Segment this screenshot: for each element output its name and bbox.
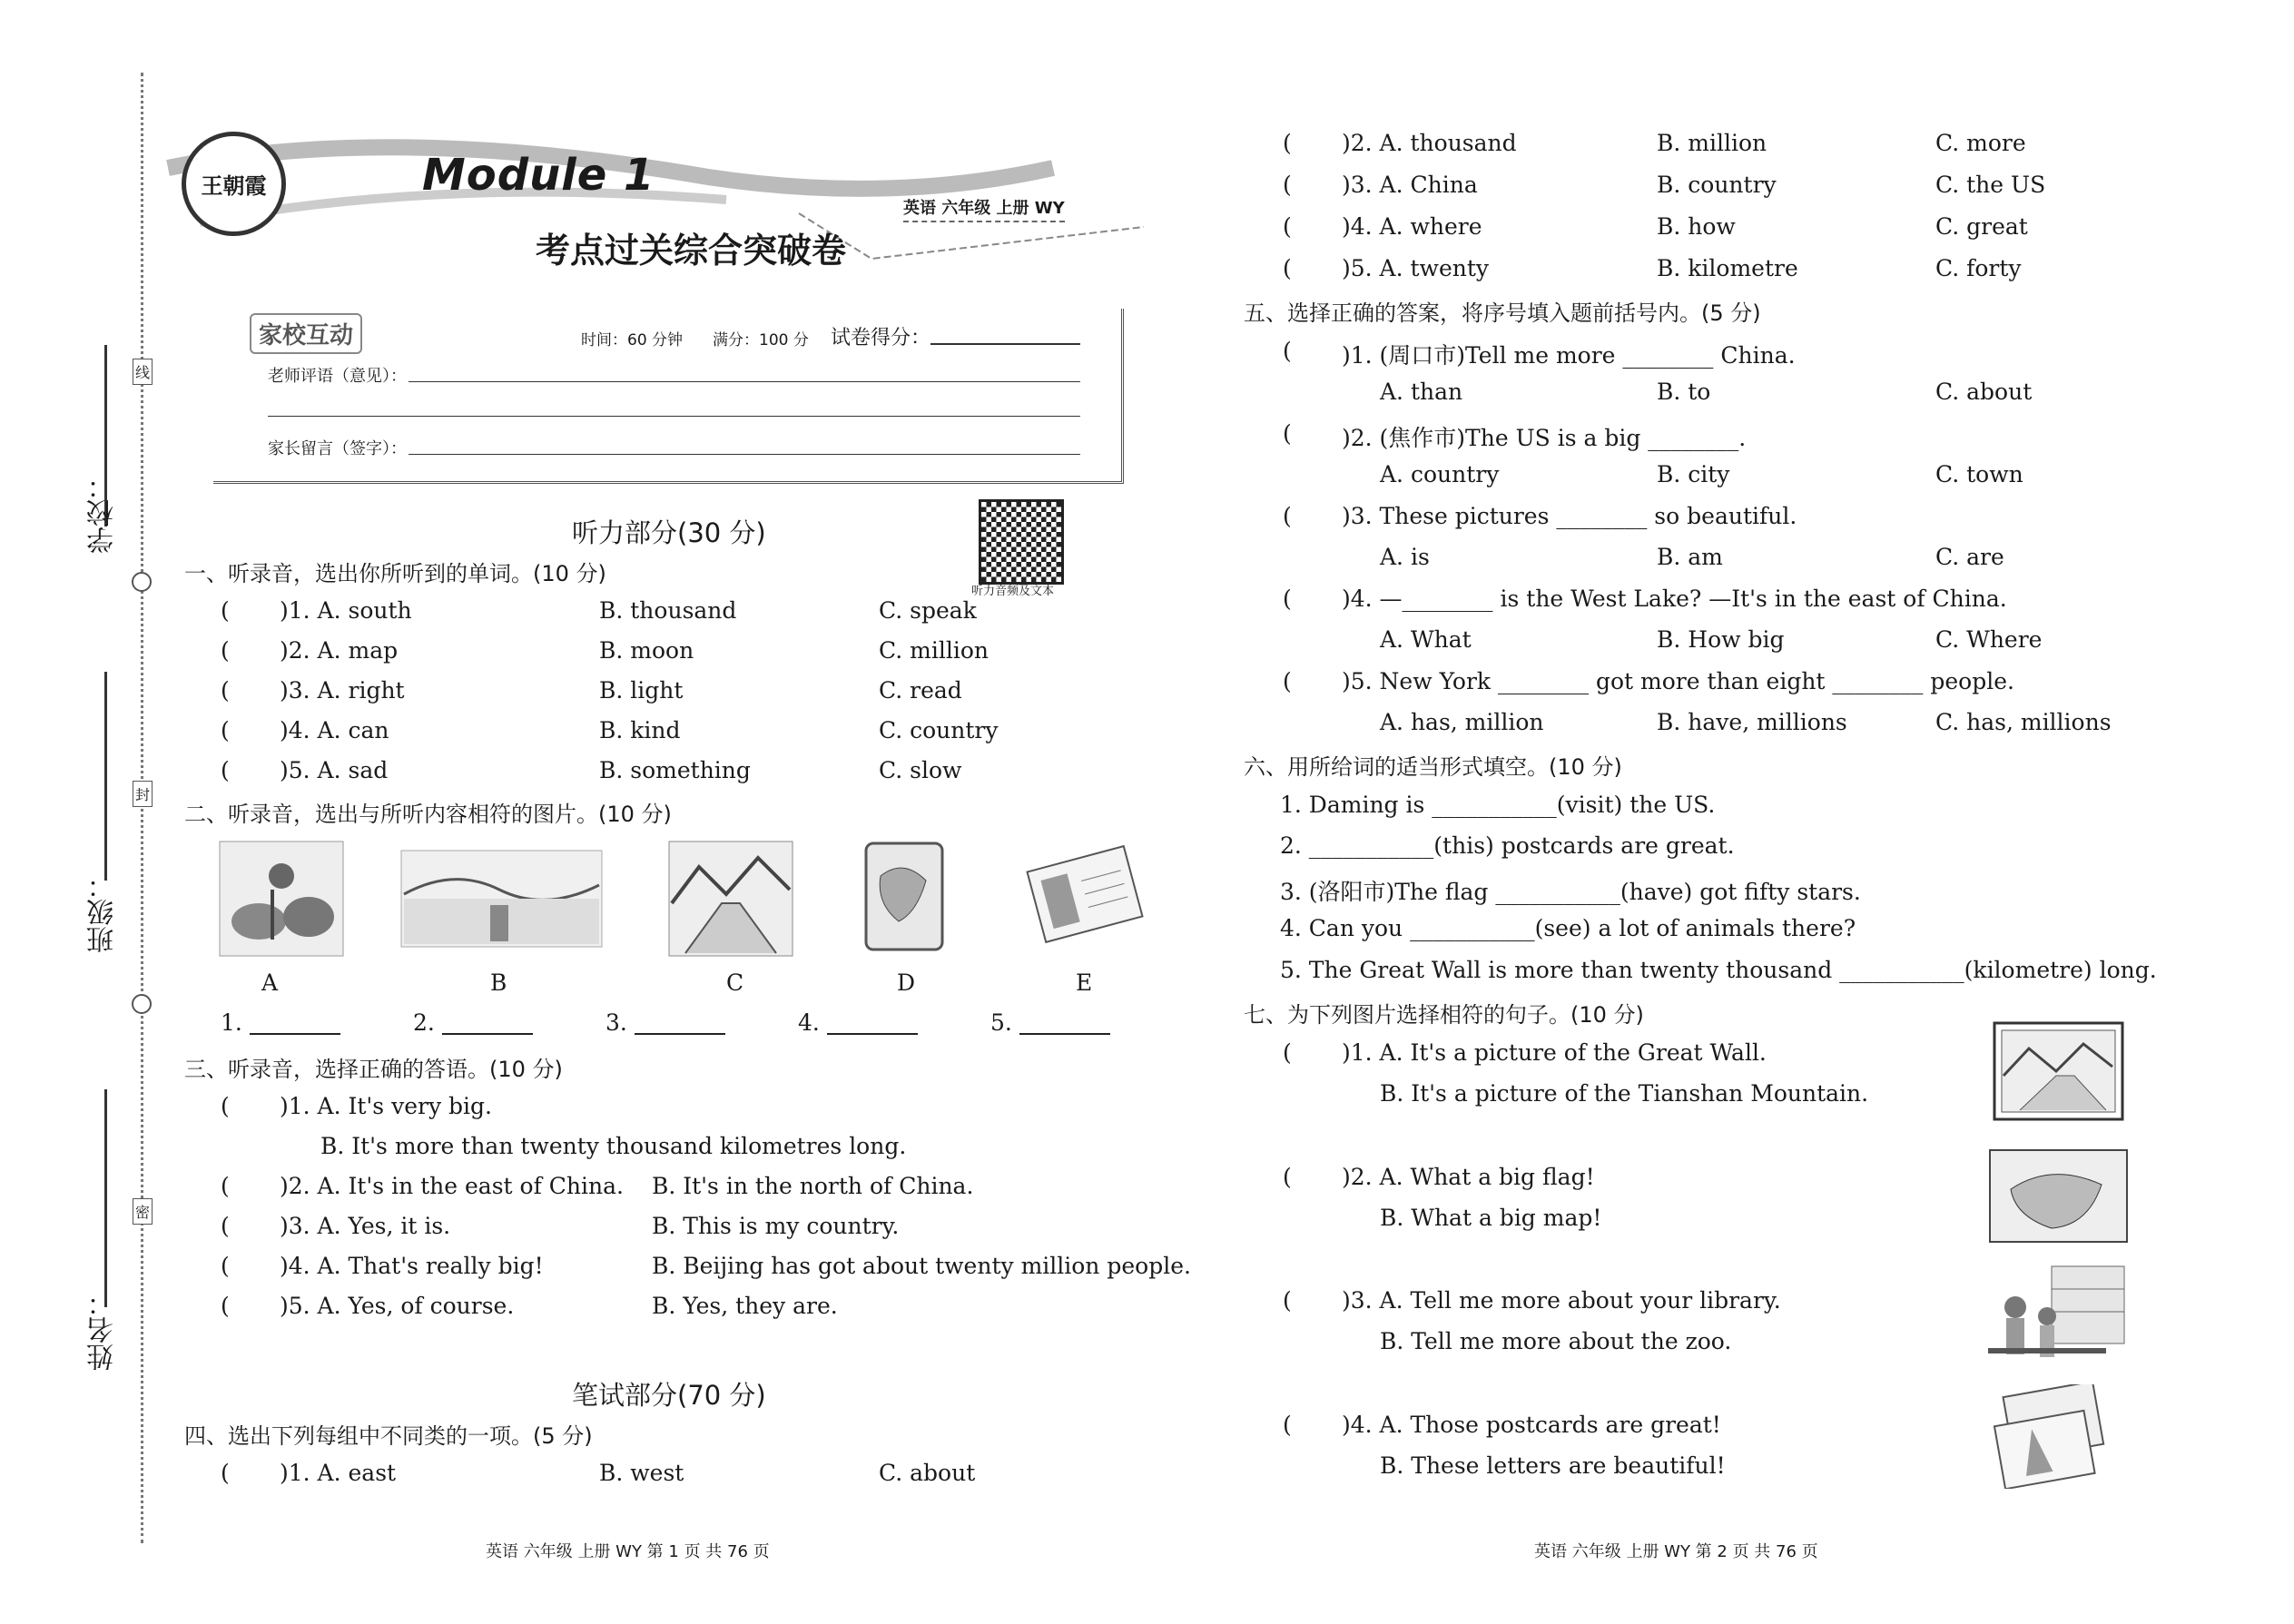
sec3-paren: (	[221, 1213, 230, 1239]
sec1-q3: )3. A. right	[280, 677, 405, 704]
sec5-q2-b[interactable]: B. city	[1657, 461, 1730, 487]
publisher-logo-icon	[182, 132, 286, 236]
answer-4-blank[interactable]	[827, 1033, 918, 1035]
sec5-q4: )4. —________ is the West Lake? —It's in the east of China.	[1342, 586, 2007, 612]
score-label: 试卷得分：	[831, 327, 931, 349]
binding-bar-3	[104, 1089, 107, 1307]
answer-4-label: 4.	[798, 1009, 820, 1036]
exam-title: 考点过关综合突破卷	[536, 230, 847, 271]
sec1-q1: )1. A. south	[280, 597, 412, 624]
sec1-q4: )4. A. can	[280, 717, 389, 743]
sec4-q2-c[interactable]: C. more	[1935, 130, 2026, 156]
qr-code-icon[interactable]	[979, 499, 1064, 585]
time-info: 时间：60 分钟	[581, 331, 684, 349]
sec5-q3: )3. These pictures ________ so beautiful.	[1342, 503, 1797, 529]
sec4-q1: )1. A. east	[280, 1460, 397, 1486]
sec3-q3-a[interactable]: )3. A. Yes, it is.	[280, 1213, 451, 1239]
sec4-q4: )4. A. where	[1342, 213, 1482, 240]
sec5-q2-c[interactable]: C. town	[1935, 461, 2023, 487]
sec4-q3-c[interactable]: C. the US	[1935, 172, 2046, 198]
sec4-paren: (	[1283, 172, 1292, 198]
binding-hole-icon	[132, 572, 152, 592]
footer-left: 英语 六年级 上册 WY 第 1 页 共 76 页	[486, 1542, 770, 1561]
sec7-q1-b[interactable]: B. It's a picture of the Tianshan Mountain.	[1380, 1080, 1869, 1107]
parent-comment-line[interactable]	[409, 454, 1080, 455]
subject-tag: 英语 六年级 上册 WY	[903, 195, 1065, 222]
answer-5-label: 5.	[990, 1009, 1012, 1036]
qr-caption: 听力音频及文本	[971, 585, 1055, 598]
sec5-q3-b[interactable]: B. am	[1657, 544, 1723, 570]
sec1-paren: (	[221, 717, 230, 743]
picture-c-great-wall	[667, 840, 794, 958]
sec4-q4-c[interactable]: C. great	[1935, 213, 2028, 240]
answer-2-label: 2.	[413, 1009, 435, 1036]
answer-3-label: 3.	[605, 1009, 627, 1036]
binding-dotted-line	[141, 73, 143, 1543]
sec3-q5-b[interactable]: B. Yes, they are.	[652, 1293, 838, 1319]
sec1-paren: (	[221, 637, 230, 664]
sec6-title: 六、用所给词的适当形式填空。(10 分)	[1244, 754, 1622, 780]
class-label: 班级：	[87, 871, 119, 953]
sec7-q1-a[interactable]: )1. A. It's a picture of the Great Wall.	[1342, 1039, 1767, 1066]
answer-2-blank[interactable]	[442, 1033, 533, 1035]
picture-b-lake	[399, 849, 604, 949]
binding-bar-2	[104, 672, 107, 881]
sec1-q2: )2. A. map	[280, 637, 399, 664]
footer-right: 英语 六年级 上册 WY 第 2 页 共 76 页	[1534, 1542, 1818, 1561]
logo-text: 王朝霞	[201, 172, 267, 199]
sec7-title: 七、为下列图片选择相符的句子。(10 分)	[1244, 1002, 1644, 1028]
seal-mi: 密	[133, 1198, 153, 1225]
picture-a-zoo-animals	[218, 840, 345, 958]
sec1-q3-c[interactable]: C. read	[879, 677, 962, 704]
sec4-q3: )3. A. China	[1342, 172, 1478, 198]
sec1-paren: (	[221, 757, 230, 783]
sec7-paren: (	[1283, 1039, 1292, 1066]
sec6-line-5[interactable]: 5. The Great Wall is more than twenty thousand ___________(kilometre) long.	[1280, 957, 2157, 983]
picture-map	[1988, 1148, 2129, 1244]
sec5-q5: )5. New York ________ got more than eight ________ people.	[1342, 668, 2014, 694]
sec7-q3-a[interactable]: )3. A. Tell me more about your library.	[1342, 1287, 1781, 1314]
sec3-q5-a[interactable]: )5. A. Yes, of course.	[280, 1293, 515, 1319]
teacher-comment-label: 老师评语（意见）：	[268, 367, 407, 386]
sec5-q1-b[interactable]: B. to	[1657, 379, 1711, 405]
sec7-paren: (	[1283, 1412, 1292, 1438]
sec6-line-3[interactable]: 3. (洛阳市)The flag ___________(have) got fifty stars.	[1280, 879, 1861, 905]
sec4-paren: (	[221, 1460, 230, 1486]
sec1-q2-b[interactable]: B. moon	[599, 637, 694, 664]
sec5-q3-a[interactable]: A. is	[1380, 544, 1430, 570]
seal-feng: 封	[133, 781, 153, 807]
sec1-q2-c[interactable]: C. million	[879, 637, 989, 664]
score-field[interactable]	[930, 343, 1080, 345]
picture-d-map	[862, 840, 946, 953]
school-label: 学校：	[87, 472, 119, 554]
sec5-q5-c[interactable]: C. has, millions	[1935, 709, 2112, 735]
sec7-q4-a[interactable]: )4. A. Those postcards are great!	[1342, 1412, 1721, 1438]
sec4-q4-b[interactable]: B. how	[1657, 213, 1736, 240]
sec5-q2-a[interactable]: A. country	[1380, 461, 1500, 487]
pic-letter-a: A	[261, 969, 279, 996]
sec5-q1: )1. (周口市)Tell me more ________ China.	[1342, 342, 1796, 369]
answer-1-label: 1.	[221, 1009, 242, 1036]
picture-great-wall-framed	[1993, 1021, 2124, 1121]
listening-title: 听力部分(30 分)	[572, 517, 766, 548]
binding-hole-icon	[132, 994, 152, 1014]
sec1-title: 一、听录音，选出你所听到的单词。(10 分)	[184, 561, 606, 586]
sec5-q4-b[interactable]: B. How big	[1657, 626, 1785, 653]
sec5-q2: )2. (焦作市)The US is a big ________.	[1342, 425, 1747, 451]
sec1-q1-b[interactable]: B. thousand	[599, 597, 737, 624]
sec3-title: 三、听录音，选择正确的答语。(10 分)	[184, 1057, 563, 1082]
module-title: Module 1	[422, 150, 655, 201]
sec3-paren: (	[221, 1173, 230, 1199]
sec3-paren: (	[221, 1293, 230, 1319]
sec1-q5: )5. A. sad	[280, 757, 389, 783]
pic-letter-c: C	[726, 969, 744, 996]
sec3-paren: (	[221, 1093, 230, 1119]
sec6-line-1[interactable]: 1. Daming is ___________(visit) the US.	[1280, 792, 1716, 818]
pic-letter-e: E	[1076, 969, 1093, 996]
writing-title: 笔试部分(70 分)	[572, 1380, 766, 1411]
sec5-title: 五、选择正确的答案，将序号填入题前括号内。(5 分)	[1244, 300, 1761, 326]
sec4-q3-b[interactable]: B. country	[1657, 172, 1777, 198]
sec1-paren: (	[221, 677, 230, 704]
sec5-paren: (	[1283, 420, 1292, 447]
sec3-q2-a[interactable]: )2. A. It's in the east of China.	[280, 1173, 624, 1199]
sec7-paren: (	[1283, 1164, 1292, 1190]
sec5-paren: (	[1283, 586, 1292, 612]
sec1-q5-b[interactable]: B. something	[599, 757, 751, 783]
picture-library-scene	[1979, 1262, 2129, 1371]
sec5-paren: (	[1283, 668, 1292, 694]
teacher-comment-line[interactable]	[409, 381, 1080, 382]
answer-3-blank[interactable]	[635, 1033, 725, 1035]
sec3-q3-b[interactable]: B. This is my country.	[652, 1213, 900, 1239]
sec5-q5-b[interactable]: B. have, millions	[1657, 709, 1847, 735]
full-score-info: 满分：100 分	[713, 331, 809, 349]
sec4-paren: (	[1283, 255, 1292, 281]
sec1-q4-c[interactable]: C. country	[879, 717, 999, 743]
sec4-paren: (	[1283, 213, 1292, 240]
sec4-q5-c[interactable]: C. forty	[1935, 255, 2022, 281]
sec4-q2-b[interactable]: B. million	[1657, 130, 1767, 156]
sec1-q3-b[interactable]: B. light	[599, 677, 684, 704]
sec4-paren: (	[1283, 130, 1292, 156]
pic-letter-b: B	[490, 969, 507, 996]
picture-e-postcard	[1026, 844, 1144, 944]
parent-comment-label: 家长留言（签字）：	[268, 439, 407, 458]
sec4-q1-b[interactable]: B. west	[599, 1460, 684, 1486]
sec5-q1-c[interactable]: C. about	[1935, 379, 2033, 405]
sec7-q4-b[interactable]: B. These letters are beautiful!	[1380, 1452, 1726, 1479]
answer-5-blank[interactable]	[1019, 1033, 1110, 1035]
sec1-q1-c[interactable]: C. speak	[879, 597, 977, 624]
sec3-q4-b[interactable]: B. Beijing has got about twenty million people.	[652, 1253, 1191, 1279]
sec5-q4-c[interactable]: C. Where	[1935, 626, 2043, 653]
sec4-title: 四、选出下列每组中不同类的一项。(5 分)	[184, 1423, 593, 1449]
sec1-q5-c[interactable]: C. slow	[879, 757, 962, 783]
sec3-q4-a[interactable]: )4. A. That's really big!	[280, 1253, 544, 1279]
sec7-q2-b[interactable]: B. What a big map!	[1380, 1205, 1602, 1231]
sec5-paren: (	[1283, 503, 1292, 529]
seal-xian: 线	[133, 359, 153, 385]
sec7-q3-b[interactable]: B. Tell me more about the zoo.	[1380, 1328, 1732, 1354]
sec1-paren: (	[221, 597, 230, 624]
sec5-q4-a[interactable]: A. What	[1380, 626, 1472, 653]
sec6-line-4[interactable]: 4. Can you ___________(see) a lot of animals there?	[1280, 915, 1856, 941]
sec1-q4-b[interactable]: B. kind	[599, 717, 681, 743]
pic-letter-d: D	[897, 969, 916, 996]
sec7-q2-a[interactable]: )2. A. What a big flag!	[1342, 1164, 1595, 1190]
sec3-q2-b[interactable]: B. It's in the north of China.	[652, 1173, 974, 1199]
sec5-q3-c[interactable]: C. are	[1935, 544, 2004, 570]
sec3-q1-a[interactable]: )1. A. It's very big.	[280, 1093, 492, 1119]
picture-postcards	[1984, 1384, 2124, 1489]
sec2-title: 二、听录音，选出与所听内容相符的图片。(10 分)	[184, 802, 672, 827]
sec4-q5: )5. A. twenty	[1342, 255, 1490, 281]
sec4-q1-c[interactable]: C. about	[879, 1460, 976, 1486]
sec3-q1-b[interactable]: B. It's more than twenty thousand kilometres long.	[320, 1133, 907, 1159]
answer-1-blank[interactable]	[250, 1033, 340, 1035]
sec7-paren: (	[1283, 1287, 1292, 1314]
sec6-line-2[interactable]: 2. ___________(this) postcards are great.	[1280, 832, 1735, 859]
sec5-q5-a[interactable]: A. has, million	[1380, 709, 1544, 735]
sec4-q2: )2. A. thousand	[1342, 130, 1517, 156]
name-label: 姓名：	[87, 1289, 119, 1371]
sec5-q1-a[interactable]: A. than	[1380, 379, 1463, 405]
teacher-comment-line-2[interactable]	[268, 416, 1080, 417]
sec3-paren: (	[221, 1253, 230, 1279]
sec5-paren: (	[1283, 338, 1292, 364]
sec4-q5-b[interactable]: B. kilometre	[1657, 255, 1798, 281]
home-school-label: 家校互动	[250, 313, 362, 354]
